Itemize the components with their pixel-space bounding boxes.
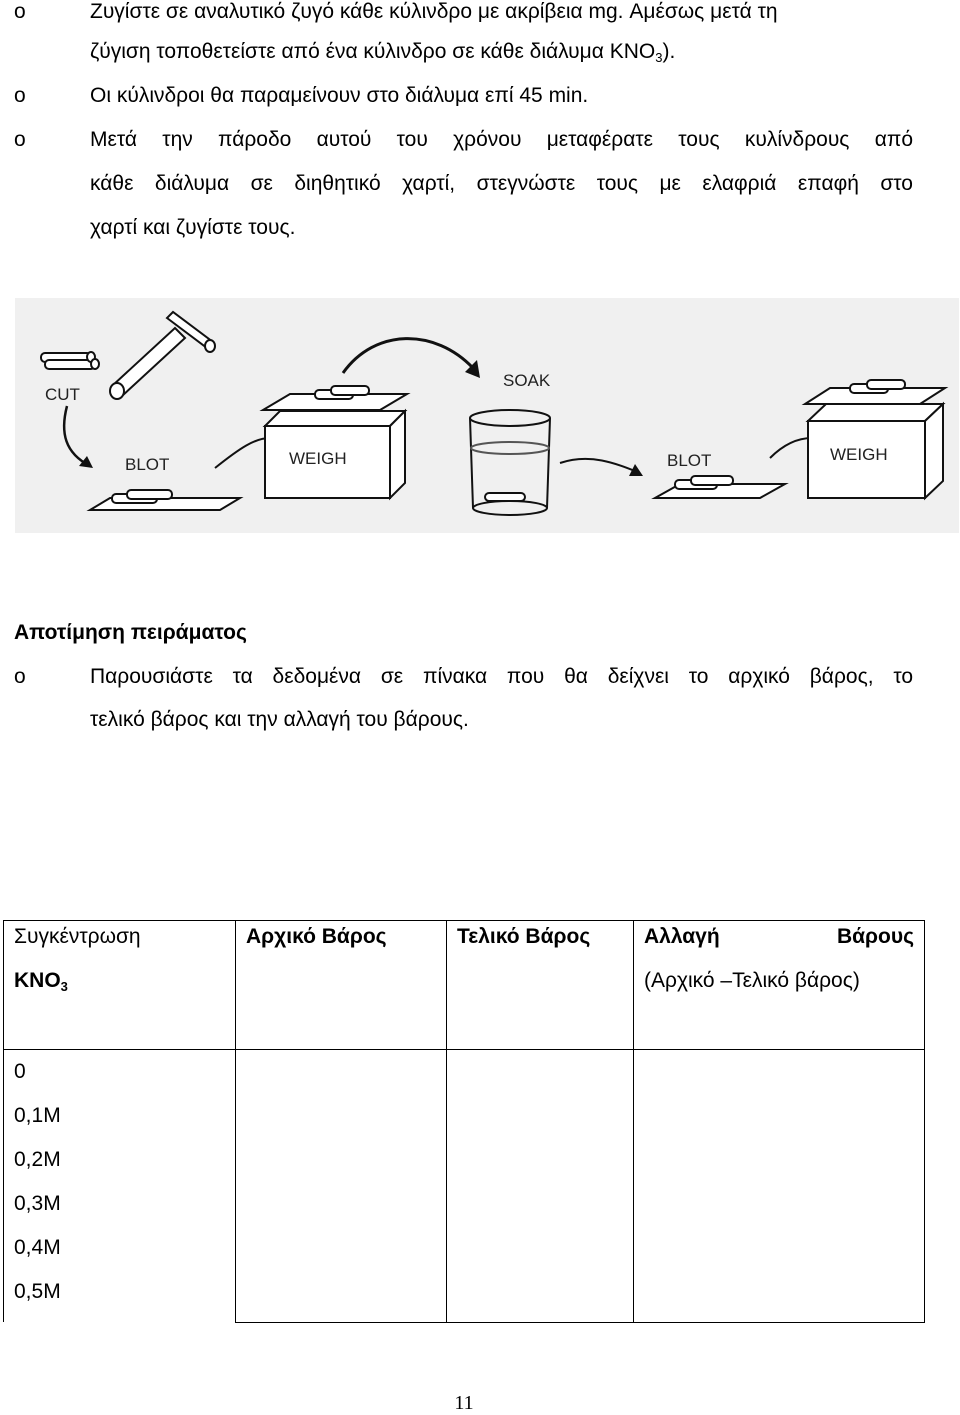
instruction-3-line-2: κάθε διάλυμα σε διηθητικό χαρτί, στεγνώστε τους με ελαφριά επαφή στο <box>90 172 913 195</box>
subscript: 3 <box>60 979 68 994</box>
arrow-icon <box>560 459 640 473</box>
table-cell-initial <box>236 1050 447 1323</box>
header-weight-change-formula: (Αρχικό –Τελικό βάρος) <box>644 969 860 992</box>
instruction-3-line-1: Μετά την πάροδο αυτού του χρόνου μεταφέρατε τους κυλίνδρους από <box>90 128 913 151</box>
row-value: 0,1M <box>14 1104 61 1127</box>
header-weight-word: Βάρους <box>836 925 914 948</box>
blot-label-1: BLOT <box>125 455 170 474</box>
table-cell-change <box>634 1050 925 1323</box>
kno3-text: KNO <box>14 969 61 992</box>
bullet: o <box>14 0 26 23</box>
header-final-weight-label: Τελικό Βάρος <box>457 925 591 948</box>
instruction-3-line-3: χαρτί και ζυγίστε τους. <box>90 216 296 239</box>
header-concentration-label: Συγκέντρωση <box>14 925 141 948</box>
balance-1 <box>263 386 407 498</box>
arrow-icon <box>64 406 90 466</box>
instruction-1-line-1: Ζυγίστε σε αναλυτικό ζυγό κάθε κύλινδρο με ακρίβεια mg. Αμέσως μετά τη <box>90 0 778 23</box>
table-cell-final <box>447 1050 634 1323</box>
weigh-label-1: WEIGH <box>289 449 347 468</box>
soak-label: SOAK <box>503 371 551 390</box>
arc-arrow-icon <box>343 339 473 373</box>
bullet: o <box>14 128 26 151</box>
header-kno3-label <box>14 959 225 1009</box>
instruction-2: Οι κύλινδροι θα παραμείνουν στο διάλυμα επί 45 min. <box>90 84 589 107</box>
header-cell-initial-weight <box>236 921 447 1050</box>
balance-2 <box>805 380 945 498</box>
beaker-icon <box>470 410 550 515</box>
row-value: 0 <box>14 1060 26 1083</box>
bullet: o <box>14 84 26 107</box>
page-number: 11 <box>454 1392 474 1414</box>
blot-paper-1 <box>90 490 240 510</box>
header-cell-concentration <box>4 921 236 1050</box>
table-row <box>4 1050 925 1323</box>
instruction-1-suffix: ). <box>662 40 676 63</box>
row-value: 0,4M <box>14 1236 61 1259</box>
header-weight-change-label <box>644 915 914 959</box>
evaluation-line-1: Παρουσιάστε τα δεδομένα σε πίνακα που θα δείχνει το αρχικό βάρος, το <box>90 665 913 688</box>
evaluation-line-2: τελικό βάρος και την αλλαγή του βάρους. <box>90 708 469 731</box>
arrow-icon <box>770 438 812 458</box>
header-cell-final-weight <box>447 921 634 1050</box>
diagram-svg <box>15 298 959 533</box>
table-header-row <box>4 921 925 1050</box>
header-change-word: Αλλαγή <box>644 925 720 948</box>
blot-label-2: BLOT <box>667 451 712 470</box>
bullet: o <box>14 665 26 688</box>
cut-cylinders <box>41 352 99 369</box>
header-initial-weight-label: Αρχικό Βάρος <box>246 925 387 948</box>
cork-borer-icon <box>110 312 215 399</box>
experiment-diagram <box>15 298 959 533</box>
weigh-label-2: WEIGH <box>830 445 888 464</box>
section-heading: Αποτίμηση πειράματος <box>14 621 247 644</box>
row-cells-concentration <box>4 1050 236 1323</box>
arrow-icon <box>215 438 270 468</box>
subscript: 3 <box>655 50 663 65</box>
cut-label: CUT <box>45 385 80 404</box>
blot-paper-2 <box>655 476 785 498</box>
instruction-1-line-2 <box>90 40 675 70</box>
results-table <box>3 920 925 1323</box>
instruction-1-text: ζύγιση τοποθετείστε από ένα κύλινδρο σε κάθε διάλυμα KNO <box>90 40 656 63</box>
header-cell-weight-change <box>634 921 925 1050</box>
row-value: 0,2M <box>14 1148 61 1171</box>
row-value: 0,5M <box>14 1280 61 1303</box>
row-value: 0,3M <box>14 1192 61 1215</box>
